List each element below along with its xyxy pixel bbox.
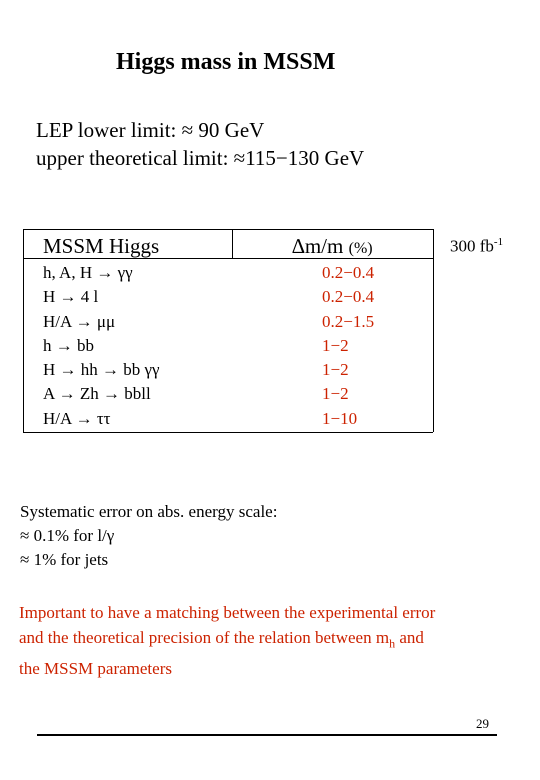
mass-subscript: h [389,636,396,651]
header-process: MSSM Higgs [43,234,160,258]
table-top-border [23,229,433,230]
header-dm-label: ∆m/m [292,234,344,258]
process-cell: h, A, H → γγ [43,263,133,282]
table-left-border [23,229,24,432]
important-line-text: and [395,628,424,647]
footer-rule [37,734,497,736]
table-column-divider [232,229,233,258]
process-cell: H → 4 l [43,287,99,307]
systematics-line: ≈ 0.1% for l/γ [20,526,115,545]
table-bottom-border [23,432,433,433]
slide-title: Higgs mass in MSSM [116,49,336,75]
important-line-text: and the theoretical precision of the relation between m [19,628,390,647]
page-number: 29 [476,716,489,731]
resolution-cell: 0.2−0.4 [322,263,375,282]
process-cell: H/A → ττ [43,408,111,428]
header-dm [292,234,373,259]
important-line: the MSSM parameters [19,659,172,679]
systematics-block [20,500,277,572]
header-dm-unit: (%) [348,240,373,257]
header-lumi-exponent: -1 [493,236,504,248]
header-lumi-label: 300 fb [450,236,494,256]
resolution-cell: 1−2 [322,335,349,355]
process-cell: h → bb [43,335,94,355]
lep-lower-limit: LEP lower limit: ≈ 90 GeV [36,118,265,142]
resolution-cell: 0.2−1.5 [322,311,375,331]
resolution-cell: 1−2 [322,384,349,404]
process-cell: H/A → μμ [43,311,116,331]
systematics-heading: Systematic error on abs. energy scale: [20,502,278,521]
resolution-cell: 1−10 [322,408,358,428]
important-line: Important to have a matching between the experimental error [19,603,436,622]
process-list [43,261,160,431]
header-luminosity [450,236,503,257]
resolution-cell: 1−2 [322,360,349,380]
table-right-border [433,229,434,432]
resolution-cell: 0.2−0.4 [322,287,375,307]
process-cell: A → Zh → bbll [43,384,151,404]
important-line [19,625,435,656]
systematics-line: ≈ 1% for jets [20,550,109,569]
resolution-list [322,261,374,431]
upper-theoretical-limit: upper theoretical limit: ≈115−130 GeV [36,146,365,170]
important-note [19,600,435,681]
process-cell: H → hh → bb γγ [43,360,160,380]
